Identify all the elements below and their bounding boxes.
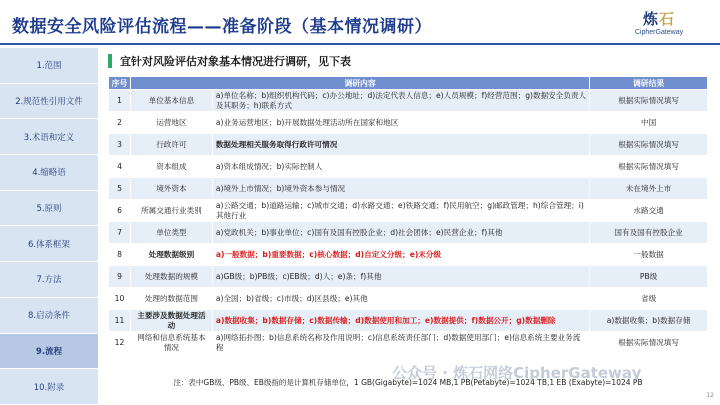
header-result: 调研结果 xyxy=(590,77,708,90)
cell-result: 国有及国有控股企业 xyxy=(590,222,708,244)
cell-result: 根据实际情况填写 xyxy=(590,332,708,354)
header-content: 调研内容 xyxy=(130,77,589,90)
page-number: 12 xyxy=(706,392,714,399)
company-logo xyxy=(614,8,704,36)
table-row xyxy=(109,156,708,178)
cell-item: 单位基本信息 xyxy=(130,90,212,112)
header-index: 序号 xyxy=(109,77,131,90)
cell-index: 7 xyxy=(109,222,131,244)
cell-item: 境外资本 xyxy=(130,178,212,200)
cell-content: a)公路交通；b)道路运输；c)城市交通；d)水路交通；e)铁路交通；f)民用航空；g)邮政管理；h)综合管理；i)其他行业 xyxy=(212,200,589,222)
table-row xyxy=(109,288,708,310)
table-row xyxy=(109,90,708,112)
table-row xyxy=(109,200,708,222)
cell-content: a)GB级；b)PB级；c)EB级；d)人；e)条；f)其他 xyxy=(212,266,589,288)
table-row xyxy=(109,332,708,354)
cell-index: 4 xyxy=(109,156,131,178)
cell-item: 网络和信息系统基本情况 xyxy=(130,332,212,354)
page-title: 数据安全风险评估流程——准备阶段（基本情况调研） xyxy=(12,17,432,37)
cell-result: a)数据收集；b)数据存储 xyxy=(590,310,708,332)
table-row xyxy=(109,112,708,134)
cell-item: 处理的数据范围 xyxy=(130,288,212,310)
cell-result: 根据实际情况填写 xyxy=(590,134,708,156)
cell-item: 处理数据的规模 xyxy=(130,266,212,288)
cell-item: 处理数据级别 xyxy=(130,244,212,266)
cell-content: a)全国；b)省级；c)市级；d)区县级；e)其他 xyxy=(212,288,589,310)
cell-content: a)网络拓扑图；b)信息系统名称及作用说明；c)信息系统责任部门；d)数据使用部门；e)信息系统主要业务流程 xyxy=(212,332,589,354)
cell-item: 行政许可 xyxy=(130,134,212,156)
cell-item: 资本组成 xyxy=(130,156,212,178)
sidebar-item-scope[interactable]: 1.范围 xyxy=(0,48,98,84)
cell-content: a)境外上市情况；b)境外资本参与情况 xyxy=(212,178,589,200)
sidebar-nav xyxy=(0,48,98,405)
header-divider xyxy=(0,43,720,45)
sidebar-item-abbreviations[interactable]: 4.缩略语 xyxy=(0,155,98,191)
cell-result: 根据实际情况填写 xyxy=(590,90,708,112)
cell-result: 中国 xyxy=(590,112,708,134)
table-row xyxy=(109,222,708,244)
sidebar-item-normative-references[interactable]: 2.规范性引用文件 xyxy=(0,84,98,120)
table-row xyxy=(109,266,708,288)
cell-item: 单位类型 xyxy=(130,222,212,244)
cell-result: 水路交通 xyxy=(590,200,708,222)
table-row xyxy=(109,310,708,332)
survey-table xyxy=(108,76,708,354)
watermark: 公众号 · 炼石网络CipherGateway xyxy=(392,364,642,382)
table-row xyxy=(109,244,708,266)
table-header-row xyxy=(109,77,708,90)
sidebar-item-appendix[interactable]: 10.附录 xyxy=(0,369,98,405)
sidebar-item-method[interactable]: 7.方法 xyxy=(0,262,98,298)
cell-index: 10 xyxy=(109,288,131,310)
cell-content: 数据处理相关服务取得行政许可情况 xyxy=(212,134,589,156)
footnote: 注：表中GB级、PB级、EB级指的是计算机存储单位，1 GB(Gigabyte)=1024 MB,1 PB(Petabyte)=1024 TB,1 EB (Exabyte)=1024 PB xyxy=(173,378,643,387)
logo-wordmark xyxy=(614,8,704,29)
subtitle-text: 宜针对风险评估对象基本情况进行调研，见下表 xyxy=(120,55,351,68)
sidebar-item-process[interactable]: 9.流程 xyxy=(0,334,98,370)
cell-item: 所属交通行业类别 xyxy=(130,200,212,222)
cell-result: 根据实际情况填写 xyxy=(590,156,708,178)
cell-result: PB级 xyxy=(590,266,708,288)
cell-index: 12 xyxy=(109,332,131,354)
cell-content: a)资本组成情况；b)实际控制人 xyxy=(212,156,589,178)
cell-index: 2 xyxy=(109,112,131,134)
sidebar-item-framework[interactable]: 6.体系框架 xyxy=(0,226,98,262)
cell-content: a)党政机关；b)事业单位；c)国有及国有控股企业；d)社会团体；e)民营企业；f)其他 xyxy=(212,222,589,244)
cell-index: 1 xyxy=(109,90,131,112)
sidebar-item-principles[interactable]: 5.原则 xyxy=(0,191,98,227)
logo-char-2: 石 xyxy=(659,10,676,28)
cell-index: 3 xyxy=(109,134,131,156)
sidebar-item-start-conditions[interactable]: 8.启动条件 xyxy=(0,298,98,334)
cell-content: a)一般数据；b)重要数据；c)核心数据；d)自定义分级；e)未分级 xyxy=(212,244,589,266)
cell-content: a)单位名称；b)组织机构代码；c)办公地址；d)法定代表人信息；e)人员规模；f)经营范围；g)数据安全负责人及其职务；h)联系方式 xyxy=(212,90,589,112)
cell-result: 省级 xyxy=(590,288,708,310)
cell-item: 主要涉及数据处理活动 xyxy=(130,310,212,332)
section-subtitle xyxy=(108,52,708,70)
subtitle-accent-bar xyxy=(108,54,112,68)
cell-index: 6 xyxy=(109,200,131,222)
table-row xyxy=(109,134,708,156)
table-row xyxy=(109,178,708,200)
cell-index: 11 xyxy=(109,310,131,332)
cell-result: 未在境外上市 xyxy=(590,178,708,200)
logo-char-1: 炼 xyxy=(642,10,659,28)
cell-index: 9 xyxy=(109,266,131,288)
cell-content: a)数据收集；b)数据存储；c)数据传输；d)数据使用和加工；e)数据提供；f)数据公开；g)数据删除 xyxy=(212,310,589,332)
cell-result: 一般数据 xyxy=(590,244,708,266)
cell-content: a)业务运营地区；b)开展数据处理活动所在国家和地区 xyxy=(212,112,589,134)
logo-subtitle: CipherGateway xyxy=(634,29,684,36)
sidebar-item-terms-definitions[interactable]: 3.术语和定义 xyxy=(0,119,98,155)
cell-index: 5 xyxy=(109,178,131,200)
cell-item: 运营地区 xyxy=(130,112,212,134)
cell-index: 8 xyxy=(109,244,131,266)
